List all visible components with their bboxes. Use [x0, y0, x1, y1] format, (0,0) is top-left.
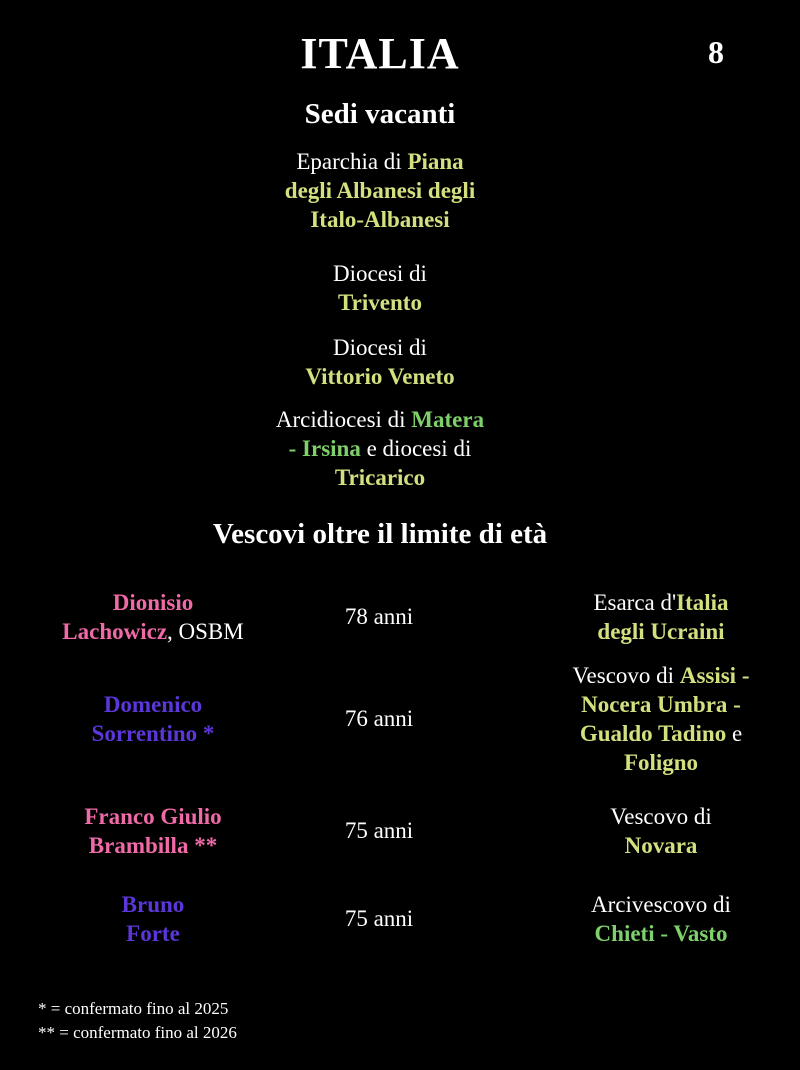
vacant-place: Matera [411, 407, 485, 432]
bishop-name: Bruno Forte [121, 892, 185, 946]
bishops-heading: Vescovi oltre il limite di età [212, 518, 548, 550]
vacant-place: Piana [407, 149, 464, 174]
vacant-item-piana [0, 147, 760, 234]
bishop-role: Arcivescovo di Chieti - Vasto [591, 892, 731, 946]
bishop-name: Domenico Sorrentino * [91, 692, 215, 746]
vacant-place: Vittorio Veneto [305, 364, 455, 389]
vacant-place: degli Albanesi degli [284, 178, 476, 203]
vacant-sees-heading: Sedi vacanti [304, 98, 456, 130]
vacant-item-trivento [0, 259, 760, 317]
bishop-name: Franco Giulio Brambilla ** [84, 804, 222, 858]
bishop-age: 75 anni [344, 818, 414, 843]
bishop-age: 78 anni [344, 604, 414, 629]
footnote: * = confermato fino al 2025 [38, 999, 229, 1018]
vacant-item-matera [0, 405, 760, 492]
bishop-role: Esarca d'Italia degli Ucraini [593, 590, 729, 644]
vacant-label: Diocesi di [333, 335, 427, 360]
vacant-item-vittorio-veneto [0, 333, 760, 391]
bishop-role: Vescovo di Novara [610, 804, 712, 858]
bishop-name: Dionisio Lachowicz, OSBM [62, 590, 244, 644]
bishop-age: 75 anni [344, 906, 414, 931]
bishop-age: 76 anni [344, 706, 414, 731]
footnotes [38, 997, 237, 1045]
page-title: ITALIA [300, 29, 460, 78]
bishop-role: Vescovo di Assisi - Nocera Umbra - Gualdo Tadino e Foligno [572, 663, 750, 775]
vacant-label: Eparchia di [296, 149, 408, 174]
vacant-label: Arcidiocesi di [275, 407, 412, 432]
vacant-place: Trivento [338, 290, 422, 315]
vacant-place: Italo-Albanesi [310, 207, 450, 232]
page-number: 8 [708, 34, 724, 70]
vacant-place: - Irsina [288, 436, 361, 461]
footnote: ** = confermato fino al 2026 [38, 1023, 237, 1042]
vacant-label: Diocesi di [333, 261, 427, 286]
vacant-label: e diocesi di [360, 436, 472, 461]
vacant-place: Tricarico [334, 465, 426, 490]
